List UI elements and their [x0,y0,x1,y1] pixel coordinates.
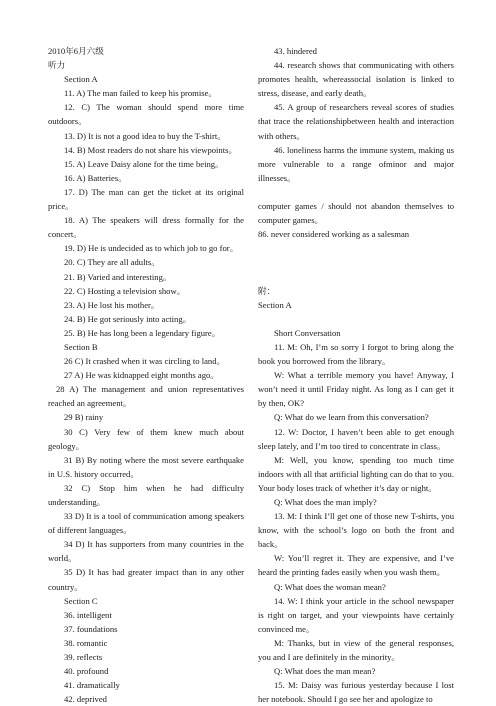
answer-line: Section C [64,595,98,606]
answer-line: 35 D) It has had greater impact than in any other country。 [48,567,244,592]
blank-line [258,241,454,255]
text-line: 11. M: Oh, I’m so sorry I forgot to bring along the book you borrowed from the library。 [258,341,454,367]
text-line: Q: What do we learn from this conversation? [274,412,429,423]
text-line: Short Conversation [274,327,341,338]
text-line: 13. M: I think I’ll get one of those new T-shirts, you know, with the school’s logo on both the front and back。 [258,511,454,550]
right-column [258,44,454,706]
blank-line [258,270,454,284]
answer-line: 13. D) It is not a good idea to buy the T-shirt。 [64,130,226,141]
answer-line: 23. A) He lost his mother。 [64,299,160,310]
text-line: Q: What does the man imply? [274,497,377,507]
text-line: M: Thanks, but in view of the general responses, you and I are definitely in the minority。 [258,637,454,663]
blank-line [258,312,454,326]
answer-line: 21. B) Varied and interesting。 [64,271,172,282]
answer-line: 26 C) It crashed when it was circling to land。 [64,356,226,367]
text-line: Section A [258,299,292,310]
text-line: 14. W: I think your article in the school newspaper is right on target, and your viewpoints have certainly convinced me。 [258,595,454,634]
answer-line: 18. A) The speakers will dress formally for the concert。 [48,215,244,240]
text-line: computer games / should not abandon themselves to computer games。 [258,201,454,226]
answer-line: Section A [64,74,98,85]
text-line: Q: What does the man mean? [274,666,376,677]
answer-line: 25. B) He has long been a legendary figure。 [64,327,221,338]
answer-line: 11. A) The man failed to keep his promise。 [64,88,217,99]
text-line: 44. research shows that communicating with others promotes health, whereassocial isolation is linked to stress, disease, and early death。 [258,60,454,99]
document-title: 2010年6月六级 [48,46,104,56]
answer-line: 24. B) He got seriously into acting。 [64,313,192,324]
text-line: 46. loneliness harms the immune system, making us more vulnerable to a range ofminor and major illnesses。 [258,144,454,183]
answer-line: 38. romantic [64,637,108,648]
answer-line: 42. deprived [64,694,107,705]
blank-line [258,185,454,199]
text-line: 86. never considered working as a salesman [258,229,410,240]
answer-line: 30 C) Very few of them knew much about geology。 [48,426,244,451]
transcript-list [258,44,454,706]
answer-list [48,72,244,706]
answer-line: 34 D) It has supporters from many countries in the world。 [48,539,244,564]
text-line: 45. A group of researchers reveal scores of studies that trace the relationshipbetween health and interaction with others。 [258,102,454,141]
text-line: 43. hindered [274,46,317,56]
answer-line: 33 D) It is a tool of communication among speakers of different languages。 [48,511,244,536]
left-column [48,44,244,706]
answer-line: 20. C) They are all adults。 [64,257,160,268]
text-line: 15. M: Daisy was furious yesterday because I lost her notebook. Should I go see her and apologize to [258,680,454,705]
answer-line: 40. profound [64,666,109,677]
blank-line [258,255,454,269]
answer-line: 32 C) Stop him when he had difficulty understanding。 [48,482,244,507]
section-heading: 听力 [48,60,66,71]
answer-line: 19. D) He is undecided as to which job to go for。 [64,243,239,254]
answer-line: 17. D) The man can get the ticket at its original price。 [48,186,244,212]
answer-line: 12. C) The woman should spend more time outdoors。 [48,102,244,127]
answer-line: 37. foundations [64,623,118,634]
answer-line: 16. A) Batteries。 [64,172,127,183]
answer-line: 39. reflects [64,652,103,663]
answer-line: 15. A) Leave Daisy alone for the time being。 [64,158,224,169]
answer-line: 41. dramatically [64,680,120,691]
text-line: W: You’ll regret it. They are expensive, and I’ve heard the printing fades easily when you wash them。 [258,553,454,578]
answer-line: 22. C) Hosting a television show。 [64,285,186,296]
answer-line: 36. intelligent [64,609,112,620]
answer-line: Section B [64,341,98,352]
answer-line: 27 A) He was kidnapped eight months ago。 [64,370,219,381]
text-line: 12. W: Doctor, I haven’t been able to get enough sleep lately, and I’m too tired to concentrate in class。 [258,426,454,451]
text-line: 附： [258,285,276,296]
answer-line: 31 B) By noting where the most severe earthquake in U.S. history occurred。 [48,454,244,479]
answer-line: 14. B) Most readers do not share his viewpoints。 [64,144,238,155]
answer-line: 29 B) rainy [64,412,104,423]
text-line: Q: What does the woman mean? [274,581,386,592]
text-line: M: Well, you know, spending too much time indoors with all that artificial lighting can do that to you. Your body loses track of whether it’s day or night。 [258,454,454,493]
answer-line: 28 A) The management and union representatives reached an agreement。 [48,384,244,409]
text-line: W: What a terrible memory you have! Anyway, I won’t need it until Friday night. As long as I can get it by then, OK? [258,370,454,409]
